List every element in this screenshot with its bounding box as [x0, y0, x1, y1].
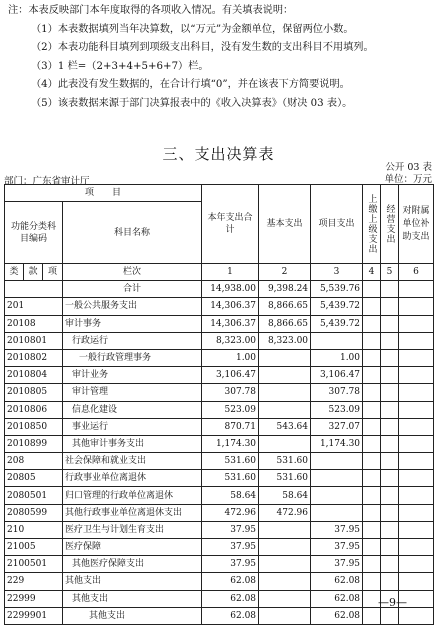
note-line: （5）该表数据来源于部门决算报表中的《收入决算表》（财决 03 表）。 — [31, 97, 353, 109]
col-num-1: 1 — [202, 264, 259, 281]
row-total: 58.64 — [202, 487, 259, 504]
row-subsidy — [399, 521, 434, 538]
total-basic: 9,398.24 — [259, 281, 311, 298]
row-project — [311, 504, 363, 521]
row-project: 37.95 — [311, 556, 363, 573]
header-subsidy-text: 对附属单位补助支出 — [402, 205, 430, 242]
total-business — [381, 281, 399, 298]
row-total: 523.09 — [202, 401, 259, 418]
row-total: 1,174.30 — [202, 435, 259, 452]
row-code: 2010850 — [5, 418, 63, 435]
row-code: 210 — [5, 521, 63, 538]
row-subsidy — [399, 401, 434, 418]
row-basic — [259, 401, 311, 418]
row-code: 2299901 — [5, 607, 63, 624]
row-basic: 531.60 — [259, 453, 311, 470]
note-line: （4）此表没有发生数据的，在合计行填“0”，并在该表下方简要说明。 — [31, 79, 350, 91]
row-name: 其他支出 — [63, 590, 202, 607]
note-line: （1）本表数据填列当年决算数，以“万元”为金额单位，保留两位小数。 — [31, 23, 354, 35]
row-code: 2010899 — [5, 435, 63, 452]
total-label: 合计 — [63, 281, 202, 298]
total-code-cell — [5, 281, 63, 298]
row-upper — [363, 435, 381, 452]
row-upper — [363, 315, 381, 332]
row-basic — [259, 521, 311, 538]
header-kuan: 款 — [24, 264, 43, 281]
row-business — [381, 435, 399, 452]
row-business — [381, 487, 399, 504]
row-subsidy — [399, 349, 434, 366]
row-subsidy — [399, 539, 434, 556]
expenditure-table — [4, 184, 434, 625]
department-label: 部门：广东省审计厅 — [4, 176, 90, 187]
total-upper — [363, 281, 381, 298]
row-upper — [363, 384, 381, 401]
row-basic: 472.96 — [259, 504, 311, 521]
row-project: 1,174.30 — [311, 435, 363, 452]
row-name: 一般行政管理事务 — [63, 349, 202, 366]
total-row — [5, 281, 434, 298]
row-total: 62.08 — [202, 573, 259, 590]
row-business — [381, 367, 399, 384]
header-basic-text: 基本支出 — [266, 219, 303, 229]
row-project: 3,106.47 — [311, 367, 363, 384]
row-name: 一般公共服务支出 — [63, 298, 202, 315]
row-subsidy — [399, 367, 434, 384]
row-business — [381, 384, 399, 401]
row-upper — [363, 504, 381, 521]
row-project: 523.09 — [311, 401, 363, 418]
row-business — [381, 573, 399, 590]
row-total: 8,323.00 — [202, 332, 259, 349]
row-name: 审计业务 — [63, 367, 202, 384]
header-items: 项 目 — [5, 185, 202, 202]
row-subsidy — [399, 607, 434, 624]
row-total: 1.00 — [202, 349, 259, 366]
table-row — [5, 435, 434, 452]
row-business — [381, 298, 399, 315]
row-upper — [363, 607, 381, 624]
row-code: 20805 — [5, 470, 63, 487]
row-name: 行政运行 — [63, 332, 202, 349]
row-name: 信息化建设 — [63, 401, 202, 418]
row-code: 229 — [5, 573, 63, 590]
table-row — [5, 539, 434, 556]
row-name: 行政事业单位离退休 — [63, 470, 202, 487]
row-upper — [363, 487, 381, 504]
note-line: （2）本表功能科目填列到项级支出科目，没有发生数的支出科目不用填列。 — [31, 42, 374, 54]
note-line: 注：本表反映部门本年度取得的各项收入情况。有关填表说明： — [8, 5, 294, 16]
row-upper — [363, 332, 381, 349]
col-num-4: 4 — [363, 264, 381, 281]
row-project: 62.08 — [311, 573, 363, 590]
row-subsidy — [399, 298, 434, 315]
table-row — [5, 453, 434, 470]
row-business — [381, 539, 399, 556]
header-project-text: 项目支出 — [318, 219, 355, 229]
row-project — [311, 470, 363, 487]
header-business-text: 经营支出 — [384, 204, 395, 244]
row-name: 其他医疗保障支出 — [63, 556, 202, 573]
table-row — [5, 332, 434, 349]
row-total: 3,106.47 — [202, 367, 259, 384]
row-business — [381, 332, 399, 349]
row-upper — [363, 521, 381, 538]
row-code: 2010806 — [5, 401, 63, 418]
row-basic: 8,323.00 — [259, 332, 311, 349]
row-business — [381, 401, 399, 418]
row-code: 2010802 — [5, 349, 63, 366]
row-project: 5,439.72 — [311, 298, 363, 315]
page-number: —9— — [378, 596, 407, 609]
row-subsidy — [399, 315, 434, 332]
row-total: 62.08 — [202, 607, 259, 624]
row-basic — [259, 367, 311, 384]
row-upper — [363, 470, 381, 487]
row-code: 20108 — [5, 315, 63, 332]
row-project: 307.78 — [311, 384, 363, 401]
row-code: 2100501 — [5, 556, 63, 573]
row-business — [381, 504, 399, 521]
row-upper — [363, 349, 381, 366]
row-name: 医疗保障 — [63, 539, 202, 556]
row-basic — [259, 573, 311, 590]
row-project — [311, 332, 363, 349]
table-row — [5, 349, 434, 366]
row-business — [381, 349, 399, 366]
header-upper — [363, 185, 381, 264]
header-total-text: 本年支出合计 — [207, 213, 253, 235]
row-business — [381, 556, 399, 573]
row-subsidy — [399, 470, 434, 487]
row-project: 62.08 — [311, 607, 363, 624]
row-business — [381, 453, 399, 470]
row-project: 1.00 — [311, 349, 363, 366]
header-total — [202, 185, 259, 264]
table-row — [5, 487, 434, 504]
table-row — [5, 573, 434, 590]
row-upper — [363, 367, 381, 384]
row-code: 208 — [5, 453, 63, 470]
row-upper — [363, 556, 381, 573]
row-code: 2080599 — [5, 504, 63, 521]
row-upper — [363, 418, 381, 435]
col-num-6: 6 — [399, 264, 434, 281]
table-row — [5, 470, 434, 487]
row-basic — [259, 435, 311, 452]
row-total: 531.60 — [202, 453, 259, 470]
row-code: 2080501 — [5, 487, 63, 504]
table-row — [5, 384, 434, 401]
row-basic — [259, 590, 311, 607]
row-upper — [363, 453, 381, 470]
row-project — [311, 453, 363, 470]
table-row — [5, 298, 434, 315]
row-name: 社会保障和就业支出 — [63, 453, 202, 470]
row-subsidy — [399, 453, 434, 470]
row-basic: 58.64 — [259, 487, 311, 504]
row-total: 14,306.37 — [202, 315, 259, 332]
row-code: 2010801 — [5, 332, 63, 349]
row-total: 37.95 — [202, 556, 259, 573]
row-name: 其他行政事业单位离退休支出 — [63, 504, 202, 521]
row-subsidy — [399, 573, 434, 590]
row-upper — [363, 401, 381, 418]
total-project: 5,539.76 — [311, 281, 363, 298]
row-total: 37.95 — [202, 521, 259, 538]
header-func-code-text: 功能分类科目编码 — [10, 221, 56, 244]
table-row — [5, 504, 434, 521]
row-basic — [259, 349, 311, 366]
table-row — [5, 315, 434, 332]
row-upper — [363, 539, 381, 556]
row-basic: 8,866.65 — [259, 315, 311, 332]
header-upper-text: 上缴上级支出 — [366, 194, 377, 254]
row-project: 37.95 — [311, 521, 363, 538]
row-total: 62.08 — [202, 590, 259, 607]
header-lei: 类 — [5, 264, 24, 281]
row-business — [381, 315, 399, 332]
col-num-2: 2 — [259, 264, 311, 281]
row-name: 审计事务 — [63, 315, 202, 332]
table-row — [5, 590, 434, 607]
row-subsidy — [399, 556, 434, 573]
col-num-3: 3 — [311, 264, 363, 281]
row-total: 870.71 — [202, 418, 259, 435]
row-subsidy — [399, 418, 434, 435]
note-line: （3）1 栏=（2+3+4+5+6+7）栏。 — [31, 60, 209, 72]
row-business — [381, 607, 399, 624]
row-total: 307.78 — [202, 384, 259, 401]
row-name: 事业运行 — [63, 418, 202, 435]
row-subsidy — [399, 384, 434, 401]
row-total: 14,306.37 — [202, 298, 259, 315]
page-title: 三、支出决算表 — [162, 145, 275, 163]
header-subsidy — [399, 185, 434, 264]
table-row — [5, 521, 434, 538]
table-row — [5, 556, 434, 573]
row-name: 归口管理的行政单位离退休 — [63, 487, 202, 504]
table-row — [5, 607, 434, 624]
row-business — [381, 521, 399, 538]
header-func-code — [5, 202, 63, 264]
unit-label: 单位：万元 — [384, 174, 432, 185]
table-row — [5, 418, 434, 435]
row-business — [381, 470, 399, 487]
row-subsidy — [399, 487, 434, 504]
row-code: 2010804 — [5, 367, 63, 384]
row-subsidy — [399, 504, 434, 521]
row-code: 22999 — [5, 590, 63, 607]
row-project: 327.07 — [311, 418, 363, 435]
row-business — [381, 418, 399, 435]
row-subsidy — [399, 332, 434, 349]
header-xiang: 项 — [43, 264, 63, 281]
total-total: 14,938.00 — [202, 281, 259, 298]
col-num-5: 5 — [381, 264, 399, 281]
header-lanci: 栏次 — [63, 264, 202, 281]
table-row — [5, 401, 434, 418]
row-code: 201 — [5, 298, 63, 315]
row-subsidy — [399, 435, 434, 452]
header-business — [381, 185, 399, 264]
row-upper — [363, 573, 381, 590]
row-basic — [259, 607, 311, 624]
row-basic: 8,866.65 — [259, 298, 311, 315]
row-project: 5,439.72 — [311, 315, 363, 332]
row-basic: 531.60 — [259, 470, 311, 487]
row-project — [311, 487, 363, 504]
row-name: 医疗卫生与计划生育支出 — [63, 521, 202, 538]
row-name: 审计管理 — [63, 384, 202, 401]
row-name: 其他审计事务支出 — [63, 435, 202, 452]
row-code: 2010805 — [5, 384, 63, 401]
header-project — [311, 185, 363, 264]
row-project: 62.08 — [311, 590, 363, 607]
row-basic — [259, 384, 311, 401]
row-name: 其他支出 — [63, 607, 202, 624]
header-basic — [259, 185, 311, 264]
row-code: 21005 — [5, 539, 63, 556]
row-upper — [363, 298, 381, 315]
table-code: 公开 03 表 — [385, 162, 432, 173]
row-total: 472.96 — [202, 504, 259, 521]
total-subsidy — [399, 281, 434, 298]
row-total: 531.60 — [202, 470, 259, 487]
row-basic: 543.64 — [259, 418, 311, 435]
row-total: 37.95 — [202, 539, 259, 556]
notes-block — [8, 2, 433, 114]
row-project: 37.95 — [311, 539, 363, 556]
table-row — [5, 367, 434, 384]
row-basic — [259, 556, 311, 573]
row-basic — [259, 539, 311, 556]
row-name: 其他支出 — [63, 573, 202, 590]
header-subject-name: 科目名称 — [63, 202, 202, 264]
